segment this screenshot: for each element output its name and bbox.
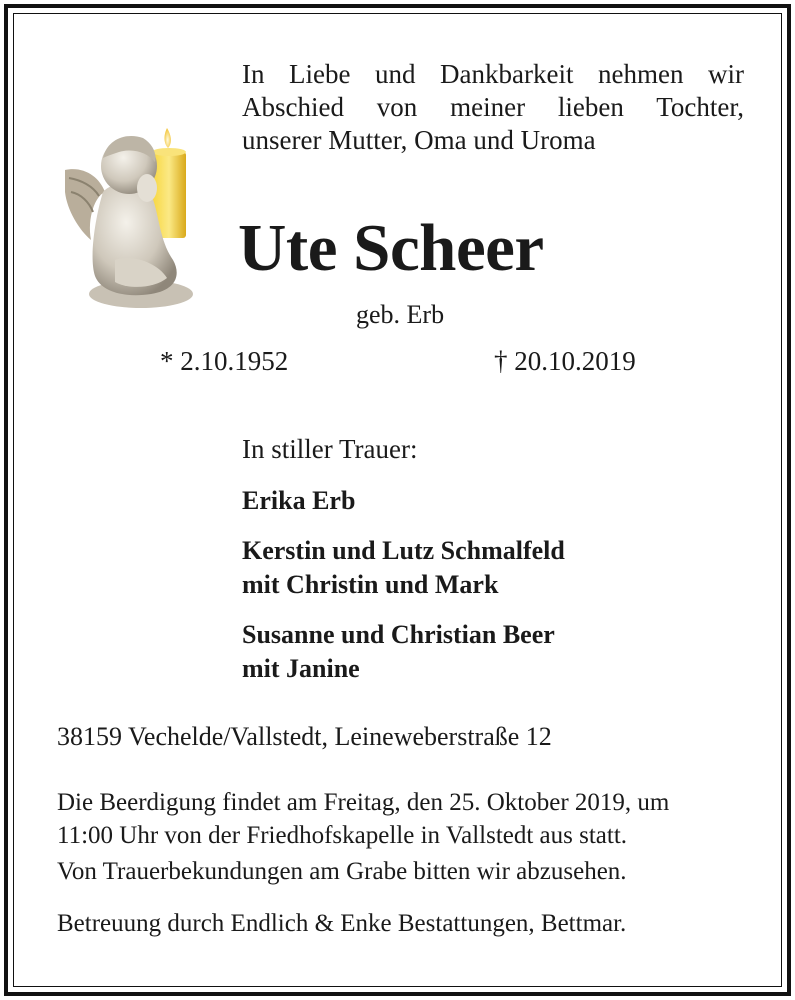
mourning-label: In stiller Trauer: xyxy=(242,434,418,464)
condolence-note: Von Trauerbekundungen am Grabe bitten wir abzusehen. xyxy=(57,858,627,885)
angel-with-candle-icon xyxy=(55,122,195,312)
mourners-list xyxy=(242,484,565,702)
funeral-line: 11:00 Uhr von der Friedhofskapelle in Vallstedt aus statt. xyxy=(57,822,628,849)
address: 38159 Vechelde/Vallstedt, Leineweberstraße 12 xyxy=(57,722,552,751)
intro-line: In Liebe und Dankbarkeit nehmen wir xyxy=(242,59,744,89)
mourner-line: mit Christin und Mark xyxy=(242,570,499,599)
funeral-info xyxy=(57,786,747,852)
mourner-entry xyxy=(242,618,565,686)
intro-text xyxy=(242,58,744,157)
undertaker-note: Betreuung durch Endlich & Enke Bestattungen, Bettmar. xyxy=(57,910,627,937)
mourner-entry xyxy=(242,534,565,602)
deceased-name: Ute Scheer xyxy=(238,211,544,285)
mourner-line: Erika Erb xyxy=(242,486,356,515)
funeral-line: Die Beerdigung findet am Freitag, den 25. Oktober 2019, um xyxy=(57,789,670,816)
mourner-line: Susanne und Christian Beer xyxy=(242,620,555,649)
maiden-name: geb. Erb xyxy=(356,300,445,329)
intro-line: Abschied von meiner lieben Tochter, xyxy=(242,92,744,122)
mourner-entry xyxy=(242,484,565,518)
mourner-line: mit Janine xyxy=(242,654,360,683)
birth-date: * 2.10.1952 xyxy=(160,346,289,376)
mourner-line: Kerstin und Lutz Schmalfeld xyxy=(242,536,565,565)
death-date: † 20.10.2019 xyxy=(494,346,636,376)
intro-line: unserer Mutter, Oma und Uroma xyxy=(242,125,596,155)
